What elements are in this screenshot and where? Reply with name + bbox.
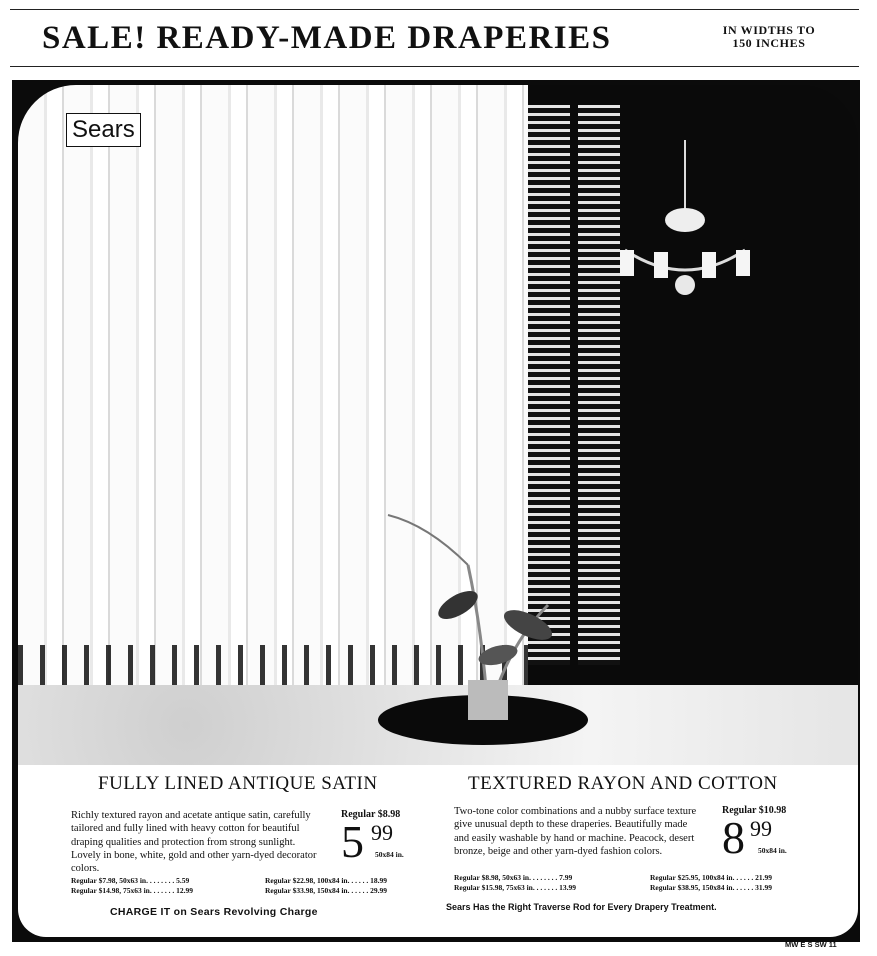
sale-price-dollars: 8 xyxy=(722,812,745,863)
product-price xyxy=(341,809,404,867)
potted-plant-image xyxy=(368,485,598,745)
sale-price xyxy=(722,812,787,863)
product-satin xyxy=(98,773,378,795)
list-item: Regular $14.98, 75x63 in. . . . . . . 12.99 xyxy=(71,886,193,895)
product-description: Two-tone color combinations and a nubby surface texture give unusual depth to these draperies. Beautifully made and easily washable by hand or machine. Peacock, desert bronze, beige and other yarn-dyed fashion colors. xyxy=(454,806,697,857)
list-item: Regular $7.98, 50x63 in. . . . . . . . 5.59 xyxy=(71,876,190,885)
product-description: Richly textured rayon and acetate antique satin, carefully tailored and fully lined with heavy cotton for beautiful draping qualities and protection from strong sunlight. Lovely in bone, white, gold and other yarn-dyed decorator colors. xyxy=(71,810,317,875)
regular-price-list xyxy=(265,876,387,896)
subtitle-line-1: IN WIDTHS TO xyxy=(722,23,816,37)
list-item: Regular $38.95, 150x84 in. . . . . . 31.99 xyxy=(650,883,772,892)
regular-price-list xyxy=(71,876,193,896)
regular-price: Regular $8.98 xyxy=(341,809,401,820)
list-item: Regular $33.98, 150x84 in. . . . . . 29.99 xyxy=(265,886,387,895)
regular-price-list xyxy=(454,873,576,893)
chandelier-image xyxy=(610,140,760,300)
list-item: Regular $15.98, 75x63 in. . . . . . . 13.99 xyxy=(454,883,576,892)
drapery-photo xyxy=(18,85,858,765)
product-details-panel xyxy=(18,765,858,937)
top-rule xyxy=(10,9,859,10)
page-headline: SALE! READY-MADE DRAPERIES xyxy=(42,20,612,56)
ad-code: MW E S SW 11 xyxy=(785,940,837,949)
regular-price-list xyxy=(650,873,772,893)
headline-subtitle xyxy=(704,24,834,50)
charge-it-footer: CHARGE IT on Sears Revolving Charge xyxy=(110,906,318,918)
sale-price-size: 50x84 in. xyxy=(758,846,787,855)
sale-price-dollars: 5 xyxy=(341,816,364,867)
product-rayon xyxy=(468,773,778,795)
headline-rule xyxy=(10,66,859,67)
list-item: Regular $8.98, 50x63 in. . . . . . . . 7.99 xyxy=(454,873,573,882)
list-item: Regular $22.98, 100x84 in. . . . . . 18.99 xyxy=(265,876,387,885)
sale-price-size: 50x84 in. xyxy=(375,850,404,859)
sale-price-cents: 99 xyxy=(750,816,772,841)
list-item: Regular $25.95, 100x84 in. . . . . . 21.99 xyxy=(650,873,772,882)
sale-price-cents: 99 xyxy=(371,820,393,845)
product-title: TEXTURED RAYON AND COTTON xyxy=(468,773,778,794)
subtitle-line-2: 150 INCHES xyxy=(732,36,806,50)
traverse-rod-footer: Sears Has the Right Traverse Rod for Every Drapery Treatment. xyxy=(446,902,717,912)
product-title: FULLY LINED ANTIQUE SATIN xyxy=(98,773,378,794)
regular-price: Regular $10.98 xyxy=(722,805,787,816)
sale-price xyxy=(341,816,404,867)
sears-logo: Sears xyxy=(66,113,141,147)
product-price xyxy=(722,805,787,863)
